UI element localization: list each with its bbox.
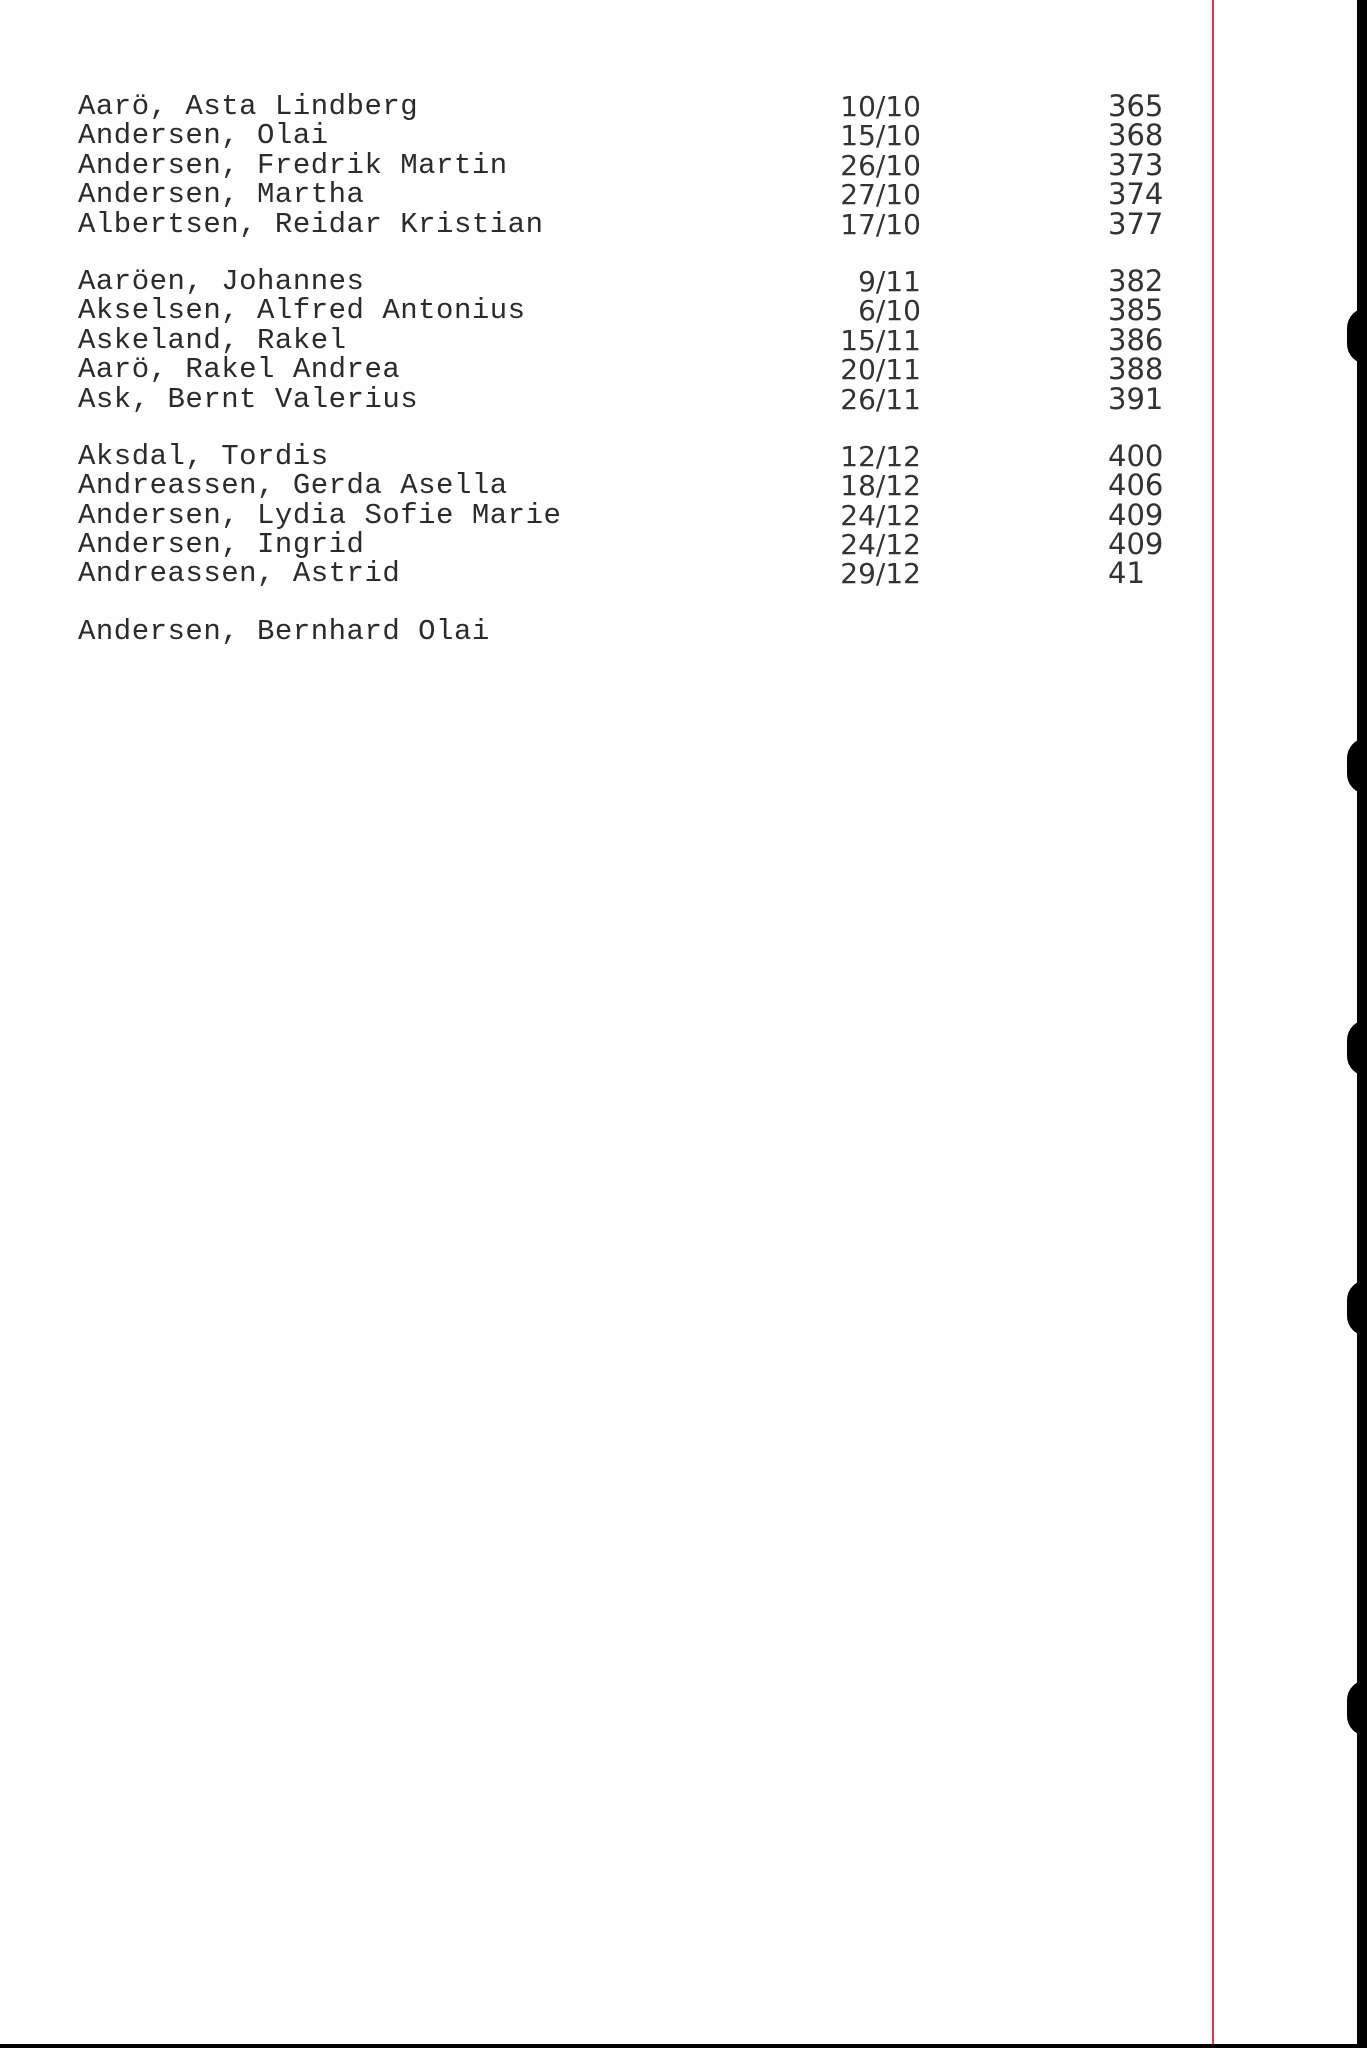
register-entry xyxy=(78,556,1145,591)
entry-group-2 xyxy=(78,263,1164,416)
entry-name: Andersen, Fredrik Martin xyxy=(78,148,508,182)
entry-number: 386 xyxy=(1108,322,1164,357)
entry-date: 24/12 xyxy=(840,528,921,562)
entry-date: 12/12 xyxy=(840,439,921,473)
entry-number: 388 xyxy=(1108,352,1164,387)
entry-date: 26/10 xyxy=(840,148,921,182)
entry-name: Andreassen, Gerda Asella xyxy=(78,469,508,503)
punch-hole xyxy=(1347,1280,1367,1336)
register-entry xyxy=(78,381,1164,416)
register-entry xyxy=(78,118,1164,153)
entry-date: 9/11 xyxy=(858,264,921,298)
entry-name: Andersen, Bernhard Olai xyxy=(78,614,490,648)
entry-number: 391 xyxy=(1108,381,1164,416)
entry-number: 385 xyxy=(1108,293,1164,328)
entry-name: Andersen, Lydia Sofie Marie xyxy=(78,498,562,532)
entry-number: 400 xyxy=(1108,438,1164,473)
entry-date: 6/10 xyxy=(858,294,921,328)
entry-name: Ask, Bernt Valerius xyxy=(78,382,419,416)
register-entry xyxy=(78,527,1164,562)
entry-number: 365 xyxy=(1108,89,1164,123)
entry-name: Andreassen, Astrid xyxy=(78,557,401,591)
entry-name: Albertsen, Reidar Kristian xyxy=(78,207,544,241)
punch-hole xyxy=(1347,1020,1367,1076)
entry-number: 409 xyxy=(1108,497,1164,532)
entry-number: 377 xyxy=(1108,206,1164,241)
register-entry xyxy=(78,468,1164,503)
entry-number: 409 xyxy=(1108,527,1164,562)
entry-date: 20/11 xyxy=(840,353,921,387)
punch-hole xyxy=(1347,738,1367,794)
entry-number: 368 xyxy=(1108,118,1164,153)
register-entry xyxy=(78,147,1164,182)
entry-group-1 xyxy=(78,89,1164,241)
entry-date: 27/10 xyxy=(840,178,921,212)
entry-date: 26/11 xyxy=(840,382,921,416)
entry-name: Andersen, Ingrid xyxy=(78,528,365,562)
entry-number: 406 xyxy=(1108,468,1164,503)
entry-name: Aaröen, Johannes xyxy=(78,264,365,298)
register-entry xyxy=(78,438,1164,473)
entry-name: Aarö, Rakel Andrea xyxy=(78,353,401,387)
register-entry xyxy=(78,293,1164,328)
register-entry xyxy=(78,89,1164,123)
register-entry xyxy=(78,497,1164,532)
entry-name: Askeland, Rakel xyxy=(78,323,347,357)
entry-date: 15/10 xyxy=(840,119,921,153)
entry-group-4 xyxy=(78,614,1118,648)
entry-date: 29/12 xyxy=(840,557,921,591)
red-margin-line xyxy=(1212,0,1214,2044)
register-entry xyxy=(78,206,1164,241)
register-entry xyxy=(78,322,1164,357)
punch-hole xyxy=(1347,1680,1367,1736)
entry-name: Akselsen, Alfred Antonius xyxy=(78,294,526,328)
punch-hole xyxy=(1347,308,1367,364)
entry-name: Andersen, Olai xyxy=(78,119,329,153)
entry-name: Andersen, Martha xyxy=(78,178,365,212)
entry-date: 17/10 xyxy=(840,207,921,241)
entry-number: 41 xyxy=(1108,556,1145,591)
entry-number: 382 xyxy=(1108,263,1164,298)
entry-group-3 xyxy=(78,438,1164,591)
register-entry xyxy=(78,263,1164,298)
register-entry xyxy=(78,352,1164,387)
entry-date: 10/10 xyxy=(840,90,921,123)
entry-date: 24/12 xyxy=(840,498,921,532)
entry-name: Aksdal, Tordis xyxy=(78,439,329,473)
register-list xyxy=(78,89,1164,674)
entry-date: 15/11 xyxy=(840,323,921,357)
entry-date: 18/12 xyxy=(840,469,921,503)
register-entry xyxy=(78,614,1118,648)
entry-number: 373 xyxy=(1108,147,1164,182)
entry-name: Aarö, Asta Lindberg xyxy=(78,90,419,123)
register-entry xyxy=(78,177,1164,212)
entry-number: 374 xyxy=(1108,177,1164,212)
